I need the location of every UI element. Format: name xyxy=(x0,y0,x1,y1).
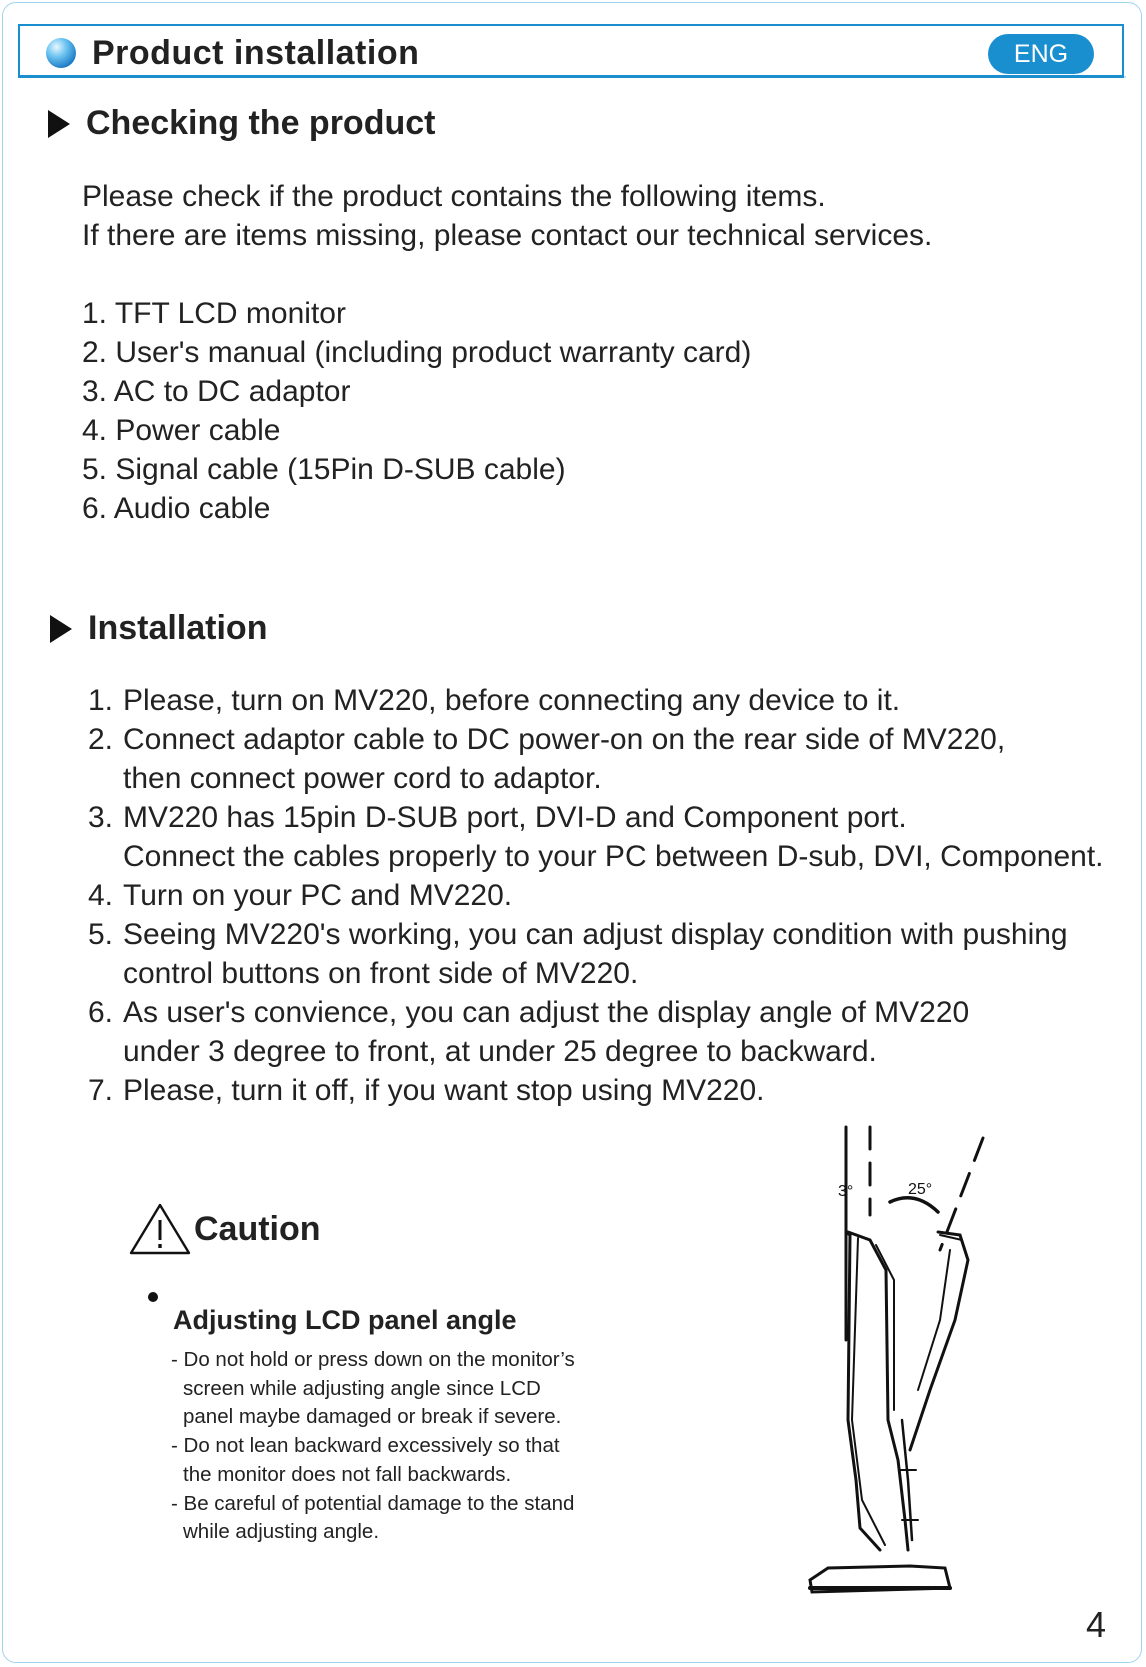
intro-line: Please check if the product contains the following items. xyxy=(82,180,826,213)
list-item: 2. User's manual (including product warranty card) xyxy=(82,336,752,369)
caution-notes xyxy=(171,1346,575,1547)
note-line: screen while adjusting angle since LCD xyxy=(183,1376,541,1400)
note-line: the monitor does not fall backwards. xyxy=(183,1462,512,1486)
front-angle-label: 3° xyxy=(838,1183,854,1200)
list-item: 1. TFT LCD monitor xyxy=(82,297,346,330)
section-heading-installation xyxy=(50,609,267,648)
section-title: Installation xyxy=(88,609,268,647)
list-item: 6. Audio cable xyxy=(82,492,271,525)
step-item xyxy=(88,876,1104,915)
checking-body xyxy=(82,177,932,528)
step-line: Please, turn on MV220, before connecting any device to it. xyxy=(123,684,901,717)
step-item xyxy=(88,798,1104,876)
step-number: 1. xyxy=(88,684,114,717)
step-line: Seeing MV220's working, you can adjust display condition with pushing xyxy=(123,918,1068,951)
step-item xyxy=(88,1071,1104,1110)
step-line: Turn on your PC and MV220. xyxy=(123,879,513,912)
page-header xyxy=(18,24,1124,78)
step-line: then connect power cord to adaptor. xyxy=(123,762,602,795)
step-item xyxy=(88,993,1104,1071)
step-number: 7. xyxy=(88,1074,114,1107)
page-number: 4 xyxy=(1086,1604,1107,1645)
monitor-back-shell xyxy=(910,1232,968,1450)
caution-title: Caution xyxy=(194,1209,321,1248)
step-item xyxy=(88,915,1104,993)
triangle-bullet-icon xyxy=(50,615,72,643)
note-line: panel maybe damaged or break if severe. xyxy=(183,1405,562,1429)
step-number: 4. xyxy=(88,879,114,912)
step-number: 2. xyxy=(88,723,114,756)
language-badge: ENG xyxy=(988,34,1094,74)
warning-triangle-icon xyxy=(128,1202,192,1256)
caution-note xyxy=(171,1346,575,1432)
installation-steps xyxy=(88,681,1104,1110)
caution-heading xyxy=(128,1202,321,1256)
step-line: control buttons on front side of MV220. xyxy=(123,957,639,990)
angle-arc xyxy=(890,1198,938,1212)
step-number: 6. xyxy=(88,996,114,1029)
bullet-dot-icon xyxy=(148,1292,158,1302)
back-angle-label: 25° xyxy=(908,1181,933,1198)
step-number: 5. xyxy=(88,918,114,951)
step-item xyxy=(88,720,1104,798)
list-item: 3. AC to DC adaptor xyxy=(82,375,351,408)
step-line: MV220 has 15pin D-SUB port, DVI-D and Component port. xyxy=(123,801,907,834)
stand-neck xyxy=(902,1420,912,1540)
list-item: 4. Power cable xyxy=(82,414,281,447)
section-heading-checking xyxy=(48,104,435,143)
page-title: Product installation xyxy=(92,34,420,72)
step-line: Connect adaptor cable to DC power-on on the rear side of MV220, xyxy=(123,723,1006,756)
step-line: under 3 degree to front, at under 25 degree to backward. xyxy=(123,1035,877,1068)
blue-sphere-icon xyxy=(46,38,76,68)
note-line: - Do not lean backward excessively so that xyxy=(171,1434,560,1458)
note-line: - Be careful of potential damage to the stand xyxy=(171,1491,575,1515)
section-title: Checking the product xyxy=(86,104,436,142)
step-number: 3. xyxy=(88,801,114,834)
caution-subtitle: Adjusting LCD panel angle xyxy=(173,1305,517,1335)
note-line: - Do not hold or press down on the monitor’s xyxy=(171,1348,575,1371)
caution-note xyxy=(171,1432,575,1489)
triangle-bullet-icon xyxy=(48,110,70,138)
step-line: Connect the cables properly to your PC between D-sub, DVI, Component. xyxy=(123,840,1104,873)
note-line: while adjusting angle. xyxy=(183,1520,380,1544)
step-item xyxy=(88,681,1104,720)
step-line: As user's convience, you can adjust the display angle of MV220 xyxy=(123,996,970,1029)
step-line: Please, turn it off, if you want stop using MV220. xyxy=(123,1074,765,1107)
list-item: 5. Signal cable (15Pin D-SUB cable) xyxy=(82,453,566,486)
intro-line: If there are items missing, please contact our technical services. xyxy=(82,219,933,252)
monitor-tilt-diagram xyxy=(790,1120,1010,1600)
caution-note xyxy=(171,1490,575,1547)
